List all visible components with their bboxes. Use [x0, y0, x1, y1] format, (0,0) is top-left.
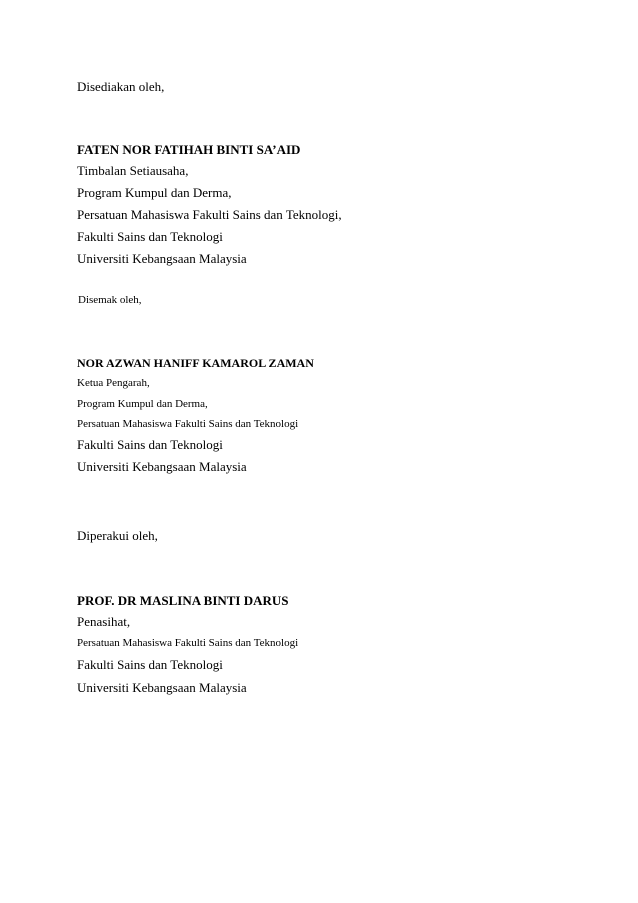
block2-position: Ketua Pengarah,	[77, 377, 150, 389]
block1-university: Universiti Kebangsaan Malaysia	[77, 251, 247, 266]
block3-position: Penasihat,	[77, 614, 131, 629]
block3-faculty: Fakulti Sains dan Teknologi	[77, 657, 223, 672]
block1-position: Timbalan Setiausaha,	[77, 163, 189, 178]
block3-name: PROF. DR MASLINA BINTI DARUS	[77, 593, 289, 608]
block2-name: NOR AZWAN HANIFF KAMAROL ZAMAN	[77, 356, 314, 370]
block2-heading: Disemak oleh,	[78, 294, 142, 306]
block2-university: Universiti Kebangsaan Malaysia	[77, 459, 247, 474]
block1-heading: Disediakan oleh,	[77, 79, 165, 94]
block2-program: Program Kumpul dan Derma,	[77, 398, 208, 410]
block1-name: FATEN NOR FATIHAH BINTI SA’AID	[77, 142, 301, 157]
block3-heading: Diperakui oleh,	[77, 528, 158, 543]
block1-association: Persatuan Mahasiswa Fakulti Sains dan Teknologi,	[77, 207, 342, 222]
block2-association: Persatuan Mahasiswa Fakulti Sains dan Teknologi	[77, 418, 299, 430]
block1-program: Program Kumpul dan Derma,	[77, 185, 232, 200]
block3-university: Universiti Kebangsaan Malaysia	[77, 680, 247, 695]
block3-association: Persatuan Mahasiswa Fakulti Sains dan Teknologi	[77, 637, 299, 649]
block1-faculty: Fakulti Sains dan Teknologi	[77, 229, 223, 244]
block2-faculty: Fakulti Sains dan Teknologi	[77, 437, 223, 452]
